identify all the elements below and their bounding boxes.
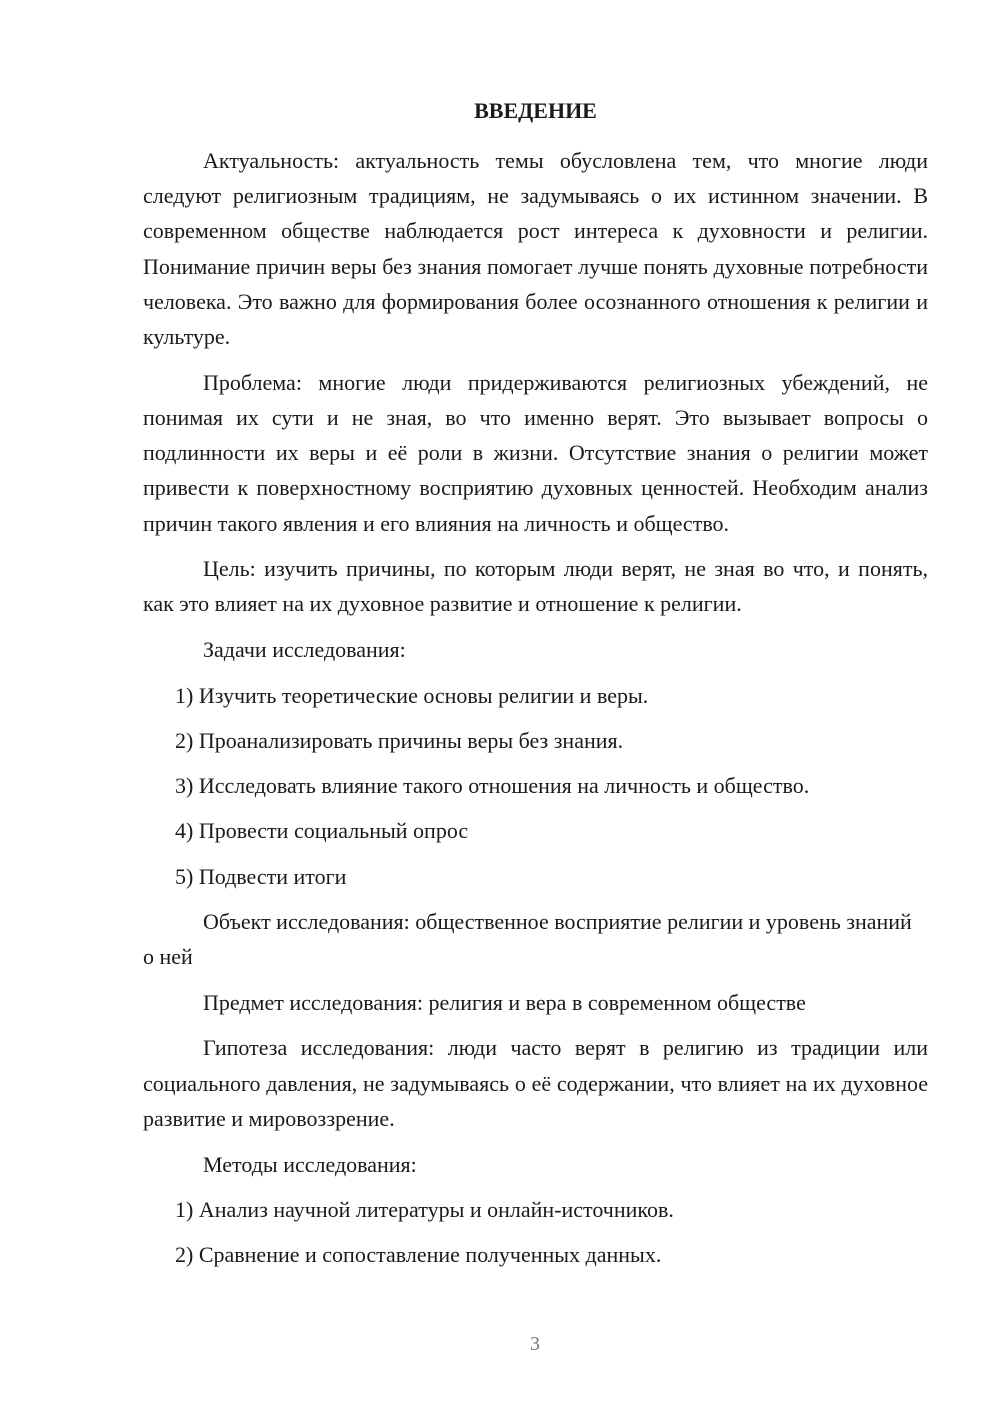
task-item: 5) Подвести итоги: [175, 863, 347, 889]
method-item: 2) Сравнение и сопоставление полученных данных.: [175, 1242, 662, 1268]
page-title: ВВЕДЕНИЕ: [474, 98, 597, 123]
task-item: 2) Проанализировать причины веры без знания.: [175, 728, 624, 754]
tasks-heading: Задачи исследования:: [203, 637, 406, 663]
document-page: [143, 93, 928, 1283]
subject-paragraph: Предмет исследования: религия и вера в современном обществе: [203, 989, 806, 1015]
methods-heading: Методы исследования:: [203, 1151, 417, 1177]
hypothesis-paragraph: Гипотеза исследования: люди часто верят в религию из традиции или социального давления, не задумываясь о её содержании, что влияет на их духовное развитие и мировоззрение.: [143, 1035, 928, 1131]
page-number: 3: [530, 1333, 540, 1355]
method-item: 1) Анализ научной литературы и онлайн-источников.: [175, 1197, 674, 1223]
task-item: 4) Провести социальный опрос: [175, 818, 469, 844]
goal-paragraph: Цель: изучить причины, по которым люди верят, не зная во что, и понять, как это влияет на их духовное развитие и отношение к религии.: [143, 556, 928, 617]
object-paragraph: Объект исследования: общественное восприятие религии и уровень знаний о ней: [143, 908, 912, 970]
task-item: 1) Изучить теоретические основы религии и веры.: [175, 682, 649, 708]
relevance-paragraph: Актуальность: актуальность темы обусловлена тем, что многие люди следуют религиозным традициям, не задумываясь о их истинном значении. В современном обществе наблюдается рост интереса к духовности и религии. Понимание причин веры без знания помогает лучше понять духовные потребности человека. Это важно для формирования более осознанного отношения к религии и культуре.: [143, 148, 928, 350]
problem-paragraph: Проблема: многие люди придерживаются религиозных убеждений, не понимая их сути и не зная, во что именно верят. Это вызывает вопросы о подлинности их веры и её роли в жизни. Отсутствие знания о религии может привести к поверхностному восприятию духовных ценностей. Необходим анализ причин такого явления и его влияния на личность и общество.: [143, 369, 928, 536]
task-item: 3) Исследовать влияние такого отношения на личность и общество.: [175, 773, 810, 799]
